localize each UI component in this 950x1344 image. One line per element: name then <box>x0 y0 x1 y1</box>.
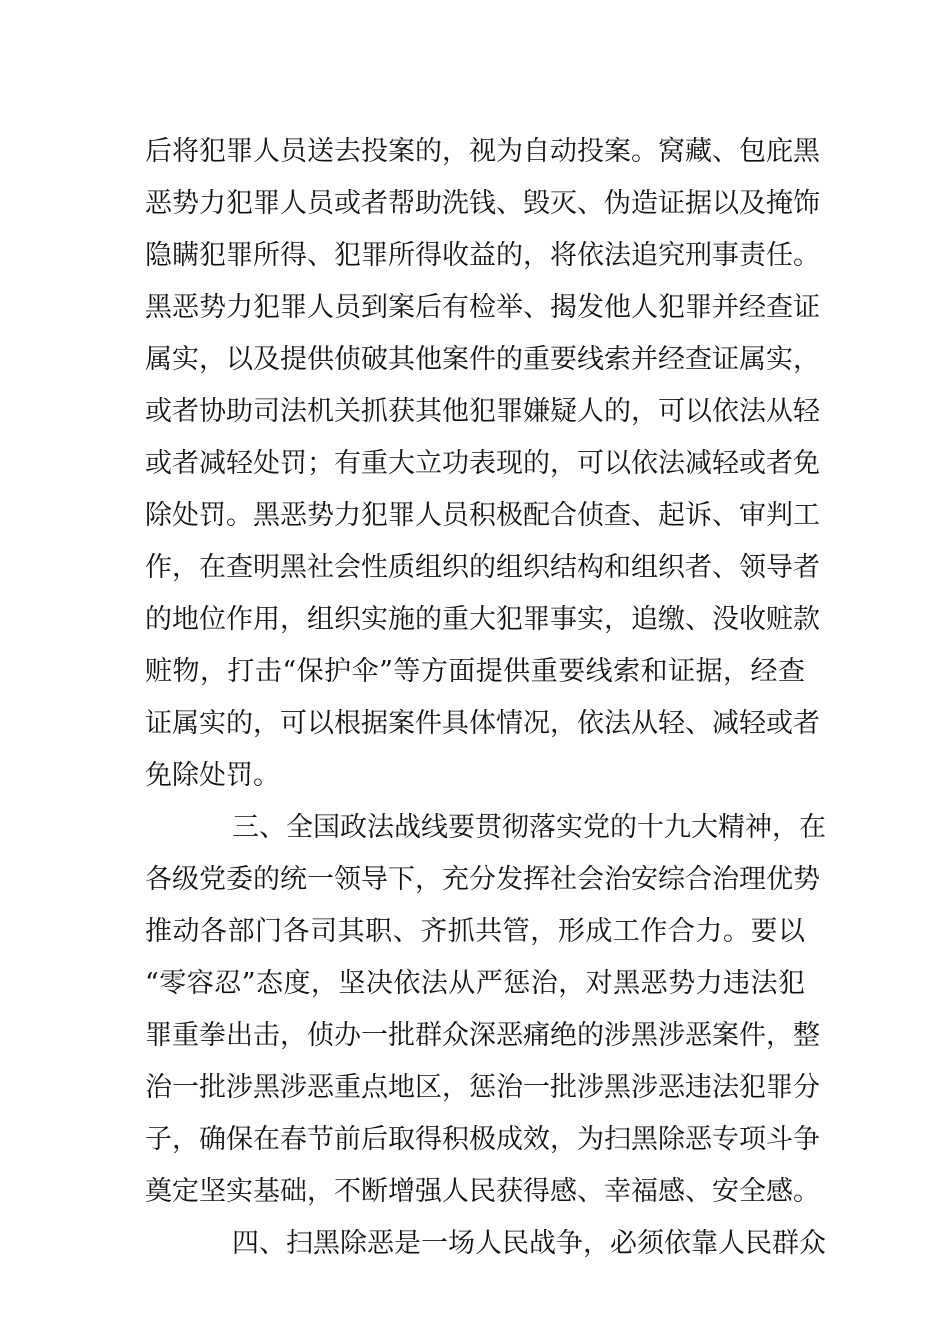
paragraph-start-line: 三、全国政法战线要贯彻落实党的十九大精神，在 <box>232 812 826 843</box>
text-line: 作，在查明黑社会性质组织的组织结构和组织者、领导者 <box>145 552 820 583</box>
paragraph-end-line: 免除处罚。 <box>145 760 280 791</box>
text-line: 或者减轻处罚；有重大立功表现的，可以依法减轻或者免 <box>145 448 820 479</box>
text-line: 治一批涉黑涉恶重点地区，惩治一批涉黑涉恶违法犯罪分 <box>145 1072 820 1103</box>
text-line: “零容忍”态度，坚决依法从严惩治，对黑恶势力违法犯 <box>145 968 805 999</box>
text-line: 隐瞒犯罪所得、犯罪所得收益的，将依法追究刑事责任。 <box>145 240 820 271</box>
text-line: 属实，以及提供侦破其他案件的重要线索并经查证属实， <box>145 344 820 375</box>
text-line: 后将犯罪人员送去投案的，视为自动投案。窝藏、包庇黑 <box>145 136 820 167</box>
text-line: 推动各部门各司其职、齐抓共管，形成工作合力。要以 <box>145 916 805 947</box>
text-line: 的地位作用，组织实施的重大犯罪事实，追缴、没收赃款 <box>145 604 820 635</box>
text-line: 子，确保在春节前后取得积极成效，为扫黑除恶专项斗争 <box>145 1124 820 1155</box>
text-line: 除处罚。黑恶势力犯罪人员积极配合侦查、起诉、审判工 <box>145 500 820 531</box>
paragraph-end-line: 奠定坚实基础，不断增强人民获得感、幸福感、安全感。 <box>145 1176 820 1207</box>
text-line: 恶势力犯罪人员或者帮助洗钱、毁灭、伪造证据以及掩饰 <box>145 188 820 219</box>
text-line: 黑恶势力犯罪人员到案后有检举、揭发他人犯罪并经查证 <box>145 292 820 323</box>
text-line: 各级党委的统一领导下，充分发挥社会治安综合治理优势 <box>145 864 820 895</box>
text-line: 或者协助司法机关抓获其他犯罪嫌疑人的，可以依法从轻 <box>145 396 820 427</box>
text-line: 证属实的，可以根据案件具体情况，依法从轻、减轻或者 <box>145 708 820 739</box>
text-line: 罪重拳出击，侦办一批群众深恶痛绝的涉黑涉恶案件，整 <box>145 1020 820 1051</box>
paragraph-start-line: 四、扫黑除恶是一场人民战争，必须依靠人民群众 <box>232 1228 826 1259</box>
text-line: 赃物，打击“保护伞”等方面提供重要线索和证据，经查 <box>145 656 805 687</box>
